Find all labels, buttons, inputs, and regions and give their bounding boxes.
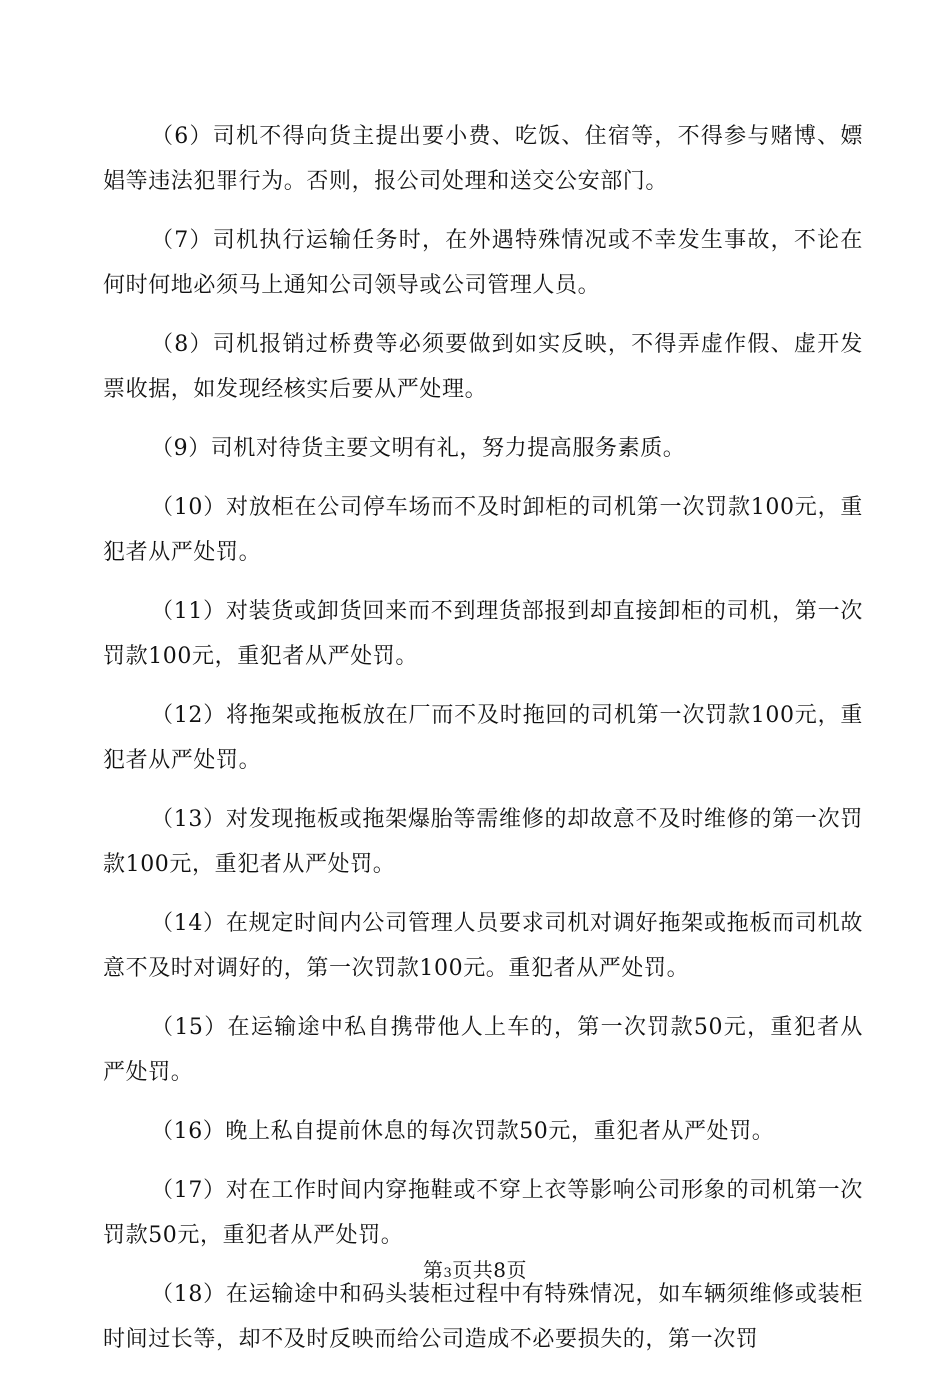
paragraph: （6）司机不得向货主提出要小费、吃饭、住宿等，不得参与赌博、嫖娼等违法犯罪行为。否则，报公司处理和送交公安部门。 — [103, 124, 863, 194]
paragraph: （17）对在工作时间内穿拖鞋或不穿上衣等影响公司形象的司机第一次罚款50元，重犯者从严处罚。 — [103, 1178, 863, 1248]
paragraph: （8）司机报销过桥费等必须要做到如实反映，不得弄虚作假、虚开发票收据，如发现经核实后要从严处理。 — [103, 332, 863, 402]
paragraph: （11）对装货或卸货回来而不到理货部报到却直接卸柜的司机，第一次罚款100元，重犯者从严处罚。 — [103, 599, 863, 669]
page-footer — [0, 1256, 950, 1288]
footer-suffix: 页共8页 — [452, 1258, 527, 1282]
document-body — [103, 114, 863, 1376]
paragraph: （12）将拖架或拖板放在厂而不及时拖回的司机第一次罚款100元，重犯者从严处罚。 — [103, 703, 863, 773]
paragraph: （18）在运输途中和码头装柜过程中有特殊情况，如车辆须维修或装柜时间过长等，却不及时反映而给公司造成不必要损失的，第一次罚 — [103, 1282, 863, 1352]
paragraph: （14）在规定时间内公司管理人员要求司机对调好拖架或拖板而司机故意不及时对调好的，第一次罚款100元。重犯者从严处罚。 — [103, 911, 863, 981]
paragraph: （15）在运输途中私自携带他人上车的，第一次罚款50元，重犯者从严处罚。 — [103, 1015, 863, 1085]
paragraph: （9）司机对待货主要文明有礼，努力提高服务素质。 — [151, 436, 686, 461]
footer-prefix: 第 — [422, 1258, 444, 1282]
paragraph: （16）晚上私自提前休息的每次罚款50元，重犯者从严处罚。 — [151, 1119, 775, 1144]
paragraph: （10）对放柜在公司停车场而不及时卸柜的司机第一次罚款100元，重犯者从严处罚。 — [103, 495, 863, 565]
paragraph: （7）司机执行运输任务时，在外遇特殊情况或不幸发生事故，不论在何时何地必须马上通知公司领导或公司管理人员。 — [103, 228, 863, 298]
paragraph: （13）对发现拖板或拖架爆胎等需维修的却故意不及时维修的第一次罚款100元，重犯者从严处罚。 — [103, 807, 863, 877]
footer-page-number: 3 — [443, 1266, 453, 1281]
